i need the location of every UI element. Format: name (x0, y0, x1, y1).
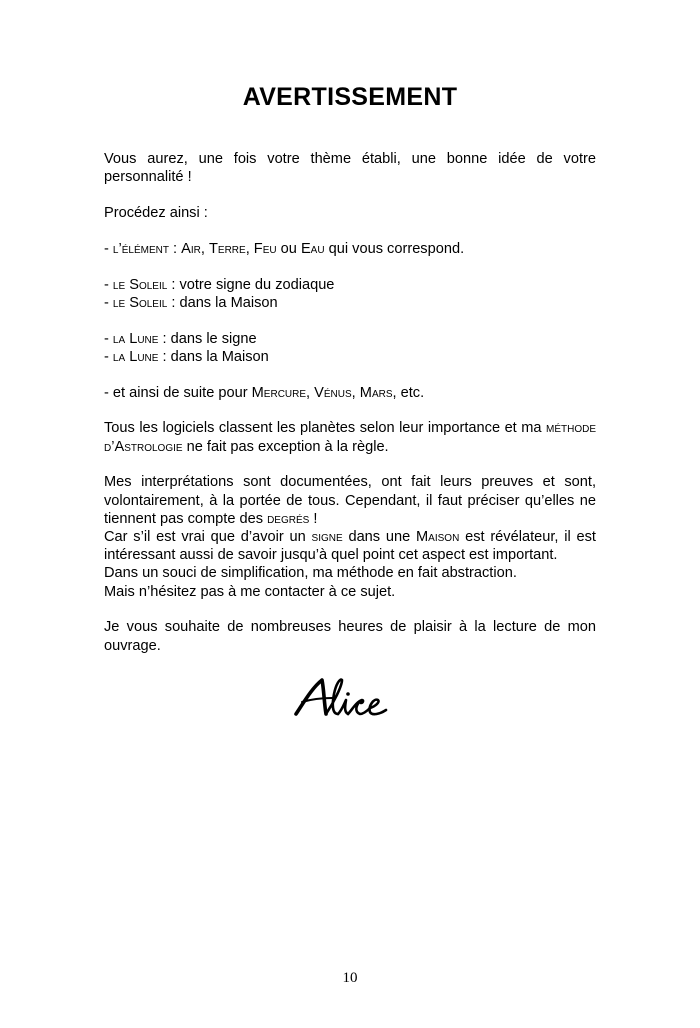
suite-rest: , etc. (392, 384, 425, 401)
element-sep-1: , (200, 240, 209, 257)
contact-line: Mais n’hésitez pas à me contacter à ce sujet. (104, 583, 396, 600)
car-maison: Maison (416, 529, 460, 545)
soleil-group (104, 276, 596, 312)
interpretations-text-2: ! (309, 510, 318, 527)
soleil-1-label: le Soleil (112, 276, 168, 293)
lune-1-prefix: - (104, 330, 113, 347)
lune-1-rest: : dans le signe (158, 330, 257, 347)
simplification-line: Dans un souci de simplification, ma méthode en fait abstraction. (104, 565, 517, 582)
interpretations-degres: degrés (267, 510, 310, 527)
element-terre: Terre (208, 240, 246, 257)
lune-2-label: la Lune (112, 348, 159, 365)
element-eau: Eau (300, 240, 325, 257)
car-text-2: dans une (342, 529, 417, 545)
soleil-1-rest: : votre signe du zodiaque (167, 276, 335, 293)
soleil-2-label: le Soleil (112, 294, 168, 311)
lune-1-label: la Lune (112, 330, 159, 347)
suite-prefix: - et ainsi de suite pour (104, 384, 252, 401)
element-prefix: - (104, 240, 113, 257)
element-feu: Feu (253, 240, 277, 257)
soleil-line-2 (104, 294, 596, 312)
souhait-paragraph: Je vous souhaite de nombreuses heures de plaisir à la lecture de mon ouvrage. (104, 619, 596, 654)
soleil-line-1 (104, 276, 596, 294)
suite-line (104, 384, 596, 402)
intro-paragraph: Vous aurez, une fois votre thème établi, une bonne idée de votre personnalité ! (104, 151, 596, 186)
logiciels-text-1: Tous les logiciels classent les planètes selon leur importance et ma (104, 420, 546, 437)
car-signe: signe (311, 529, 343, 545)
car-paragraph (104, 528, 596, 564)
soleil-2-rest: : dans la Maison (167, 294, 278, 311)
procedure-paragraph: Procédez ainsi : (104, 205, 208, 221)
lune-group (104, 330, 596, 366)
element-rest: qui vous correspond. (324, 240, 465, 257)
car-text-3: est révélateur, il est intéressant aussi de savoir jusqu’à quel point cet aspect est important. (104, 529, 596, 564)
suite-sep-2: , (351, 384, 360, 401)
page-title: AVERTISSEMENT (242, 83, 458, 111)
lune-line-2 (104, 348, 596, 366)
soleil-1-prefix: - (104, 276, 113, 293)
lune-2-prefix: - (104, 348, 113, 365)
element-air: Air (181, 240, 201, 257)
text-body (104, 150, 596, 672)
suite-venus: Vénus (314, 384, 352, 401)
lune-line-1 (104, 330, 596, 348)
element-label: l’élément (112, 240, 169, 257)
interpretations-text-1: Mes interprétations sont documentées, ont fait leurs preuves et sont, volontairement, à la portée de tous. Cependant, il faut préciser qu’elles ne tiennent pas compte des (104, 474, 596, 527)
page-number: 10 (342, 970, 358, 986)
signature-alice (282, 672, 412, 732)
logiciels-paragraph (104, 419, 596, 455)
lune-2-rest: : dans la Maison (158, 348, 269, 365)
soleil-2-prefix: - (104, 294, 113, 311)
car-text-1: Car s’il est vrai que d’avoir un (104, 529, 312, 545)
logiciels-text-2: ne fait pas exception à la règle. (182, 438, 389, 455)
suite-mars: Mars (359, 384, 393, 401)
element-line (104, 240, 596, 258)
interpretations-paragraph (104, 473, 596, 528)
suite-sep-1: , (306, 384, 315, 401)
suite-mercure: Mercure (251, 384, 307, 401)
logiciels-methode: méthode d’Astrologie (104, 420, 596, 455)
element-sep-2: , (245, 240, 254, 257)
element-colon: : (168, 240, 182, 257)
element-ou: ou (276, 240, 301, 257)
